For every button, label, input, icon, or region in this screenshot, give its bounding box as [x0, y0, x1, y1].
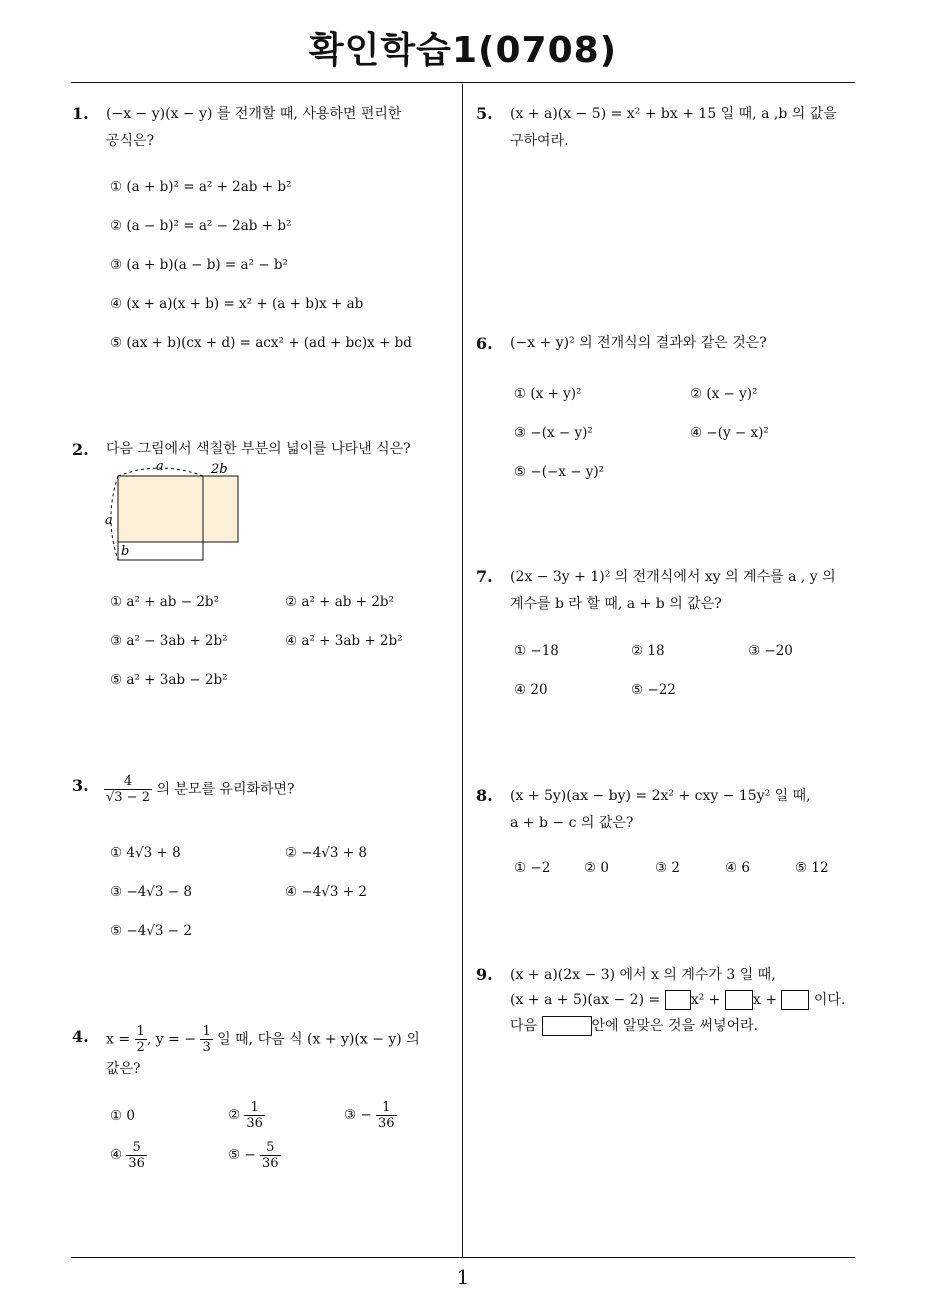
question-number: 2.: [72, 440, 89, 459]
choice-5: ⑤ −22: [631, 682, 676, 698]
question-number: 6.: [476, 334, 493, 353]
question-number: 3.: [72, 776, 89, 795]
choice-5: ⑤ −4√3 − 2: [110, 923, 192, 939]
question-text: 계수를 b 라 할 때, a + b 의 값은?: [510, 596, 722, 612]
choice-1: ① 4√3 + 8: [110, 845, 181, 861]
question-number: 1.: [72, 104, 89, 123]
question-number: 9.: [476, 965, 493, 984]
choice-4: ④ 20: [514, 682, 548, 698]
answer-blank[interactable]: [725, 990, 753, 1010]
choice-4: ④ −4√3 + 2: [285, 884, 367, 900]
question-number: 5.: [476, 104, 493, 123]
choice-2: ② (a − b)² = a² − 2ab + b²: [110, 218, 292, 234]
choice-3: ③ −(x − y)²: [514, 425, 593, 441]
choice-3: ③ − $\frac{1}{36}$: [344, 1100, 395, 1131]
label-2b: 2b: [211, 462, 228, 477]
top-rule: [71, 82, 855, 83]
choice-3: ③ 2: [655, 860, 680, 876]
column-divider: [462, 84, 463, 1258]
question-number: 8.: [476, 786, 493, 805]
choice-2: ② $\frac{1}{36}$: [228, 1100, 263, 1131]
choice-1: ① (x + y)²: [514, 386, 582, 402]
choice-3: ③ −4√3 − 8: [110, 884, 192, 900]
choice-5: ⑤ (ax + b)(cx + d) = acx² + (ad + bc)x + bd: [110, 335, 412, 351]
question-text: 공식은?: [106, 133, 155, 149]
choice-2: ② a² + ab + 2b²: [285, 594, 394, 610]
choice-1: ① 0: [110, 1108, 135, 1124]
choice-5: ⑤ a² + 3ab − 2b²: [110, 672, 228, 688]
choice-4: ④ −(y − x)²: [690, 425, 769, 441]
question-text: 의 분모를 유리화하면?: [156, 781, 295, 798]
question-text: 일 때, 다음 식 (x + y)(x − y) 의: [217, 1031, 420, 1048]
label-b: b: [121, 544, 130, 559]
choice-4: ④ 6: [725, 860, 750, 876]
question-text: (x + a)(x − 5) = x² + bx + 15 일 때, a ,b 의 값을: [510, 106, 837, 122]
area-figure: [100, 458, 250, 568]
question-text: (x + 5y)(ax − by) = 2x² + cxy − 15y² 일 때,: [510, 788, 811, 804]
blank-example-box: [542, 1016, 592, 1036]
choice-2: ② 0: [584, 860, 609, 876]
page-title: 확인학습1(0708): [308, 30, 618, 71]
choice-1: ① −18: [514, 643, 559, 659]
choice-5: ⑤ − $\frac{5}{36}$: [228, 1140, 279, 1171]
question-text: 값은?: [106, 1061, 141, 1077]
label-a-top: a: [156, 459, 164, 474]
question-text: 구하여라.: [510, 133, 569, 149]
answer-blank[interactable]: [781, 990, 809, 1010]
question-text: (−x + y)² 의 전개식의 결과와 같은 것은?: [510, 335, 767, 351]
choice-4: ④ $\frac{5}{36}$: [110, 1140, 145, 1171]
question-text: a + b − c 의 값은?: [510, 815, 634, 831]
question-text: 다음 그림에서 색칠한 부분의 넓이를 나타낸 식은?: [106, 441, 411, 457]
choice-4: ④ (x + a)(x + b) = x² + (a + b)x + ab: [110, 296, 364, 312]
answer-blank[interactable]: [665, 990, 691, 1010]
shaded-region: [118, 476, 238, 542]
bottom-rule: [71, 1257, 855, 1258]
choice-4: ④ a² + 3ab + 2b²: [285, 633, 403, 649]
choice-1: ① a² + ab − 2b²: [110, 594, 219, 610]
choice-2: ② −4√3 + 8: [285, 845, 367, 861]
choice-1: ① (a + b)² = a² + 2ab + b²: [110, 179, 292, 195]
choice-3: ③ a² − 3ab + 2b²: [110, 633, 228, 649]
question-text: (2x − 3y + 1)² 의 전개식에서 xy 의 계수를 a , y 의: [510, 569, 836, 585]
choice-5: ⑤ −(−x − y)²: [514, 464, 605, 480]
question-text: (x + a)(2x − 3) 에서 x 의 계수가 3 일 때,: [510, 967, 776, 983]
choice-2: ② 18: [631, 643, 665, 659]
question-number: 4.: [72, 1027, 89, 1046]
page-number: 1: [456, 1265, 470, 1289]
choice-5: ⑤ 12: [795, 860, 829, 876]
choice-1: ① −2: [514, 860, 551, 876]
choice-2: ② (x − y)²: [690, 386, 758, 402]
label-a-left: a: [105, 513, 113, 528]
question-text: (−x − y)(x − y) 를 전개할 때, 사용하면 편리한: [106, 106, 402, 122]
choice-3: ③ −20: [748, 643, 793, 659]
fraction: $\frac{4}{√3 - 2}$: [106, 774, 150, 805]
choice-3: ③ (a + b)(a − b) = a² − b²: [110, 257, 288, 273]
question-number: 7.: [476, 567, 493, 586]
